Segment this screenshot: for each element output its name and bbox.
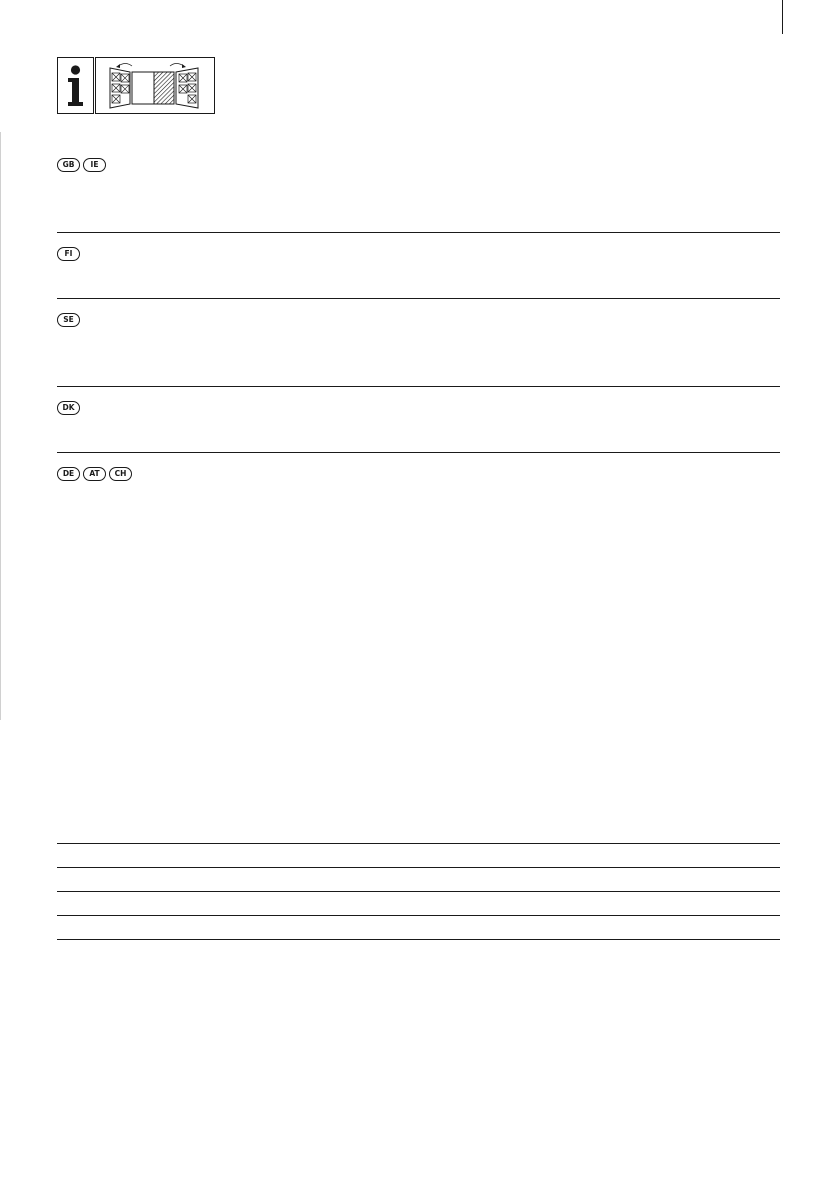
country-code-badge: FI [57,247,80,261]
country-code-badge: AT [83,467,106,481]
country-codes-se [57,313,80,327]
blank-line [57,891,780,892]
blank-line [57,915,780,916]
crop-mark [782,0,783,34]
margin-mark [0,132,1,720]
country-code-badge: DK [57,401,80,415]
blank-line [57,867,780,868]
country-codes-de-at-ch [57,467,132,481]
country-codes-fi [57,247,80,261]
country-code-badge: IE [83,158,106,172]
blank-line [57,939,780,940]
country-code-badge: DE [57,467,80,481]
section-divider [57,232,780,233]
section-divider [57,452,780,453]
country-codes-gb-ie [57,158,106,172]
country-code-badge: SE [57,313,80,327]
country-code-badge: CH [109,467,132,481]
country-code-badge: GB [57,158,80,172]
blank-line [57,843,780,844]
section-divider [57,386,780,387]
fold-out-pages-icon [95,57,215,114]
section-divider [57,298,780,299]
info-icon [57,57,94,114]
country-codes-dk [57,401,80,415]
